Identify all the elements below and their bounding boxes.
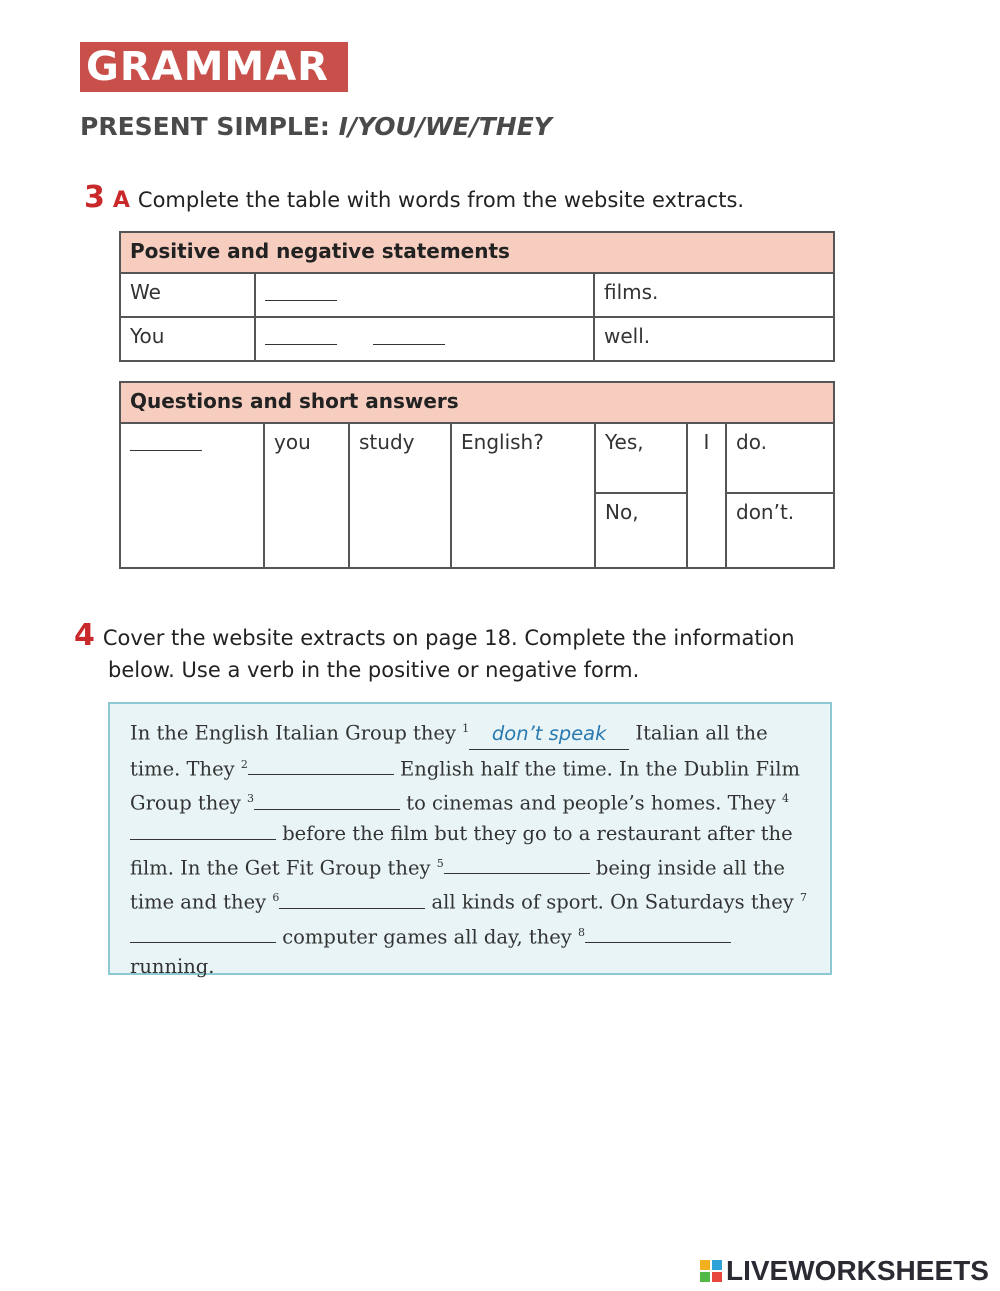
text-fragment: to cinemas and people’s homes. They bbox=[400, 791, 782, 815]
text-fragment: English half the time. In the Dublin Film Group they bbox=[130, 757, 801, 815]
statements-table-header: Positive and negative statements bbox=[120, 232, 834, 273]
statement-subject-we: We bbox=[120, 273, 255, 317]
gap-number: 4 bbox=[781, 792, 789, 805]
exercise-3-instruction: Complete the table with words from the website extracts. bbox=[137, 188, 745, 212]
text-fragment: being inside all the time and they bbox=[130, 856, 785, 914]
text-fragment: In the English Italian Group they bbox=[130, 721, 463, 745]
answer-gap-8[interactable] bbox=[585, 924, 731, 943]
statement-verb-cell-1 bbox=[255, 273, 594, 317]
answer-gap-4[interactable] bbox=[130, 821, 276, 840]
question-you: you bbox=[264, 423, 349, 568]
answer-no: No, bbox=[595, 493, 687, 568]
statement-subject-you: You bbox=[120, 317, 255, 361]
question-auxiliary-cell bbox=[120, 423, 264, 568]
answer-dont: don’t. bbox=[726, 493, 834, 568]
question-english: English? bbox=[451, 423, 595, 568]
text-fragment: running. bbox=[130, 955, 215, 978]
questions-table bbox=[119, 381, 835, 569]
text-fragment: computer games all day, they bbox=[276, 925, 579, 948]
section-subtitle bbox=[80, 112, 552, 141]
gap-fill-text-box bbox=[108, 702, 832, 978]
answer-blank[interactable] bbox=[265, 330, 337, 345]
liveworksheets-logo bbox=[700, 1255, 989, 1287]
exercise-4-instruction-line1: Cover the website extracts on page 18. Complete the information bbox=[102, 626, 795, 650]
statements-table bbox=[119, 231, 835, 362]
gap-number: 6 bbox=[272, 891, 280, 904]
answer-gap-3[interactable] bbox=[254, 791, 400, 810]
statement-end-films: films. bbox=[594, 273, 834, 317]
answer-yes: Yes, bbox=[595, 423, 687, 493]
answer-do: do. bbox=[726, 423, 834, 493]
gap-number: 3 bbox=[247, 792, 255, 805]
answer-blank[interactable] bbox=[373, 330, 445, 345]
questions-table-header: Questions and short answers bbox=[120, 382, 834, 423]
exercise-3-letter: A bbox=[112, 188, 130, 213]
statement-end-well: well. bbox=[594, 317, 834, 361]
text-fragment: Italian all the time. They bbox=[130, 721, 768, 780]
answer-blank[interactable] bbox=[130, 436, 202, 451]
subtitle-prefix: PRESENT SIMPLE: bbox=[80, 112, 339, 141]
answer-gap-7[interactable] bbox=[130, 924, 276, 943]
gap-number: 7 bbox=[800, 891, 807, 904]
text-fragment: before the film but they go to a restaurant after the film. In the Get Fit Group they bbox=[130, 821, 793, 879]
exercise-4-heading bbox=[74, 620, 795, 686]
statement-verb-cell-2 bbox=[255, 317, 594, 361]
answer-gap-6[interactable] bbox=[279, 890, 425, 909]
answer-blank[interactable] bbox=[265, 286, 337, 301]
exercise-4-number: 4 bbox=[74, 618, 95, 653]
grammar-banner: GRAMMAR bbox=[80, 42, 348, 92]
liveworksheets-logo-text: LIVEWORKSHEETS bbox=[726, 1255, 989, 1286]
exercise-3-heading bbox=[84, 180, 744, 215]
subtitle-pronouns: I/YOU/WE/THEY bbox=[338, 112, 552, 141]
exercise-4-instruction-line2: below. Use a verb in the positive or negative form. bbox=[108, 658, 640, 682]
gap-number: 2 bbox=[240, 757, 248, 771]
gap-number: 1 bbox=[462, 722, 470, 735]
gap-number: 8 bbox=[578, 925, 586, 939]
answer-pronoun-i: I bbox=[687, 423, 726, 568]
answer-gap-5[interactable] bbox=[444, 855, 590, 874]
exercise-3-number: 3 bbox=[84, 180, 105, 215]
example-answer: don’t speak bbox=[469, 719, 629, 750]
liveworksheets-logo-icon bbox=[700, 1260, 722, 1282]
answer-gap-2[interactable] bbox=[248, 756, 394, 775]
text-fragment: all kinds of sport. On Saturdays they bbox=[425, 890, 800, 914]
gap-number: 5 bbox=[436, 856, 444, 870]
question-study: study bbox=[349, 423, 451, 568]
